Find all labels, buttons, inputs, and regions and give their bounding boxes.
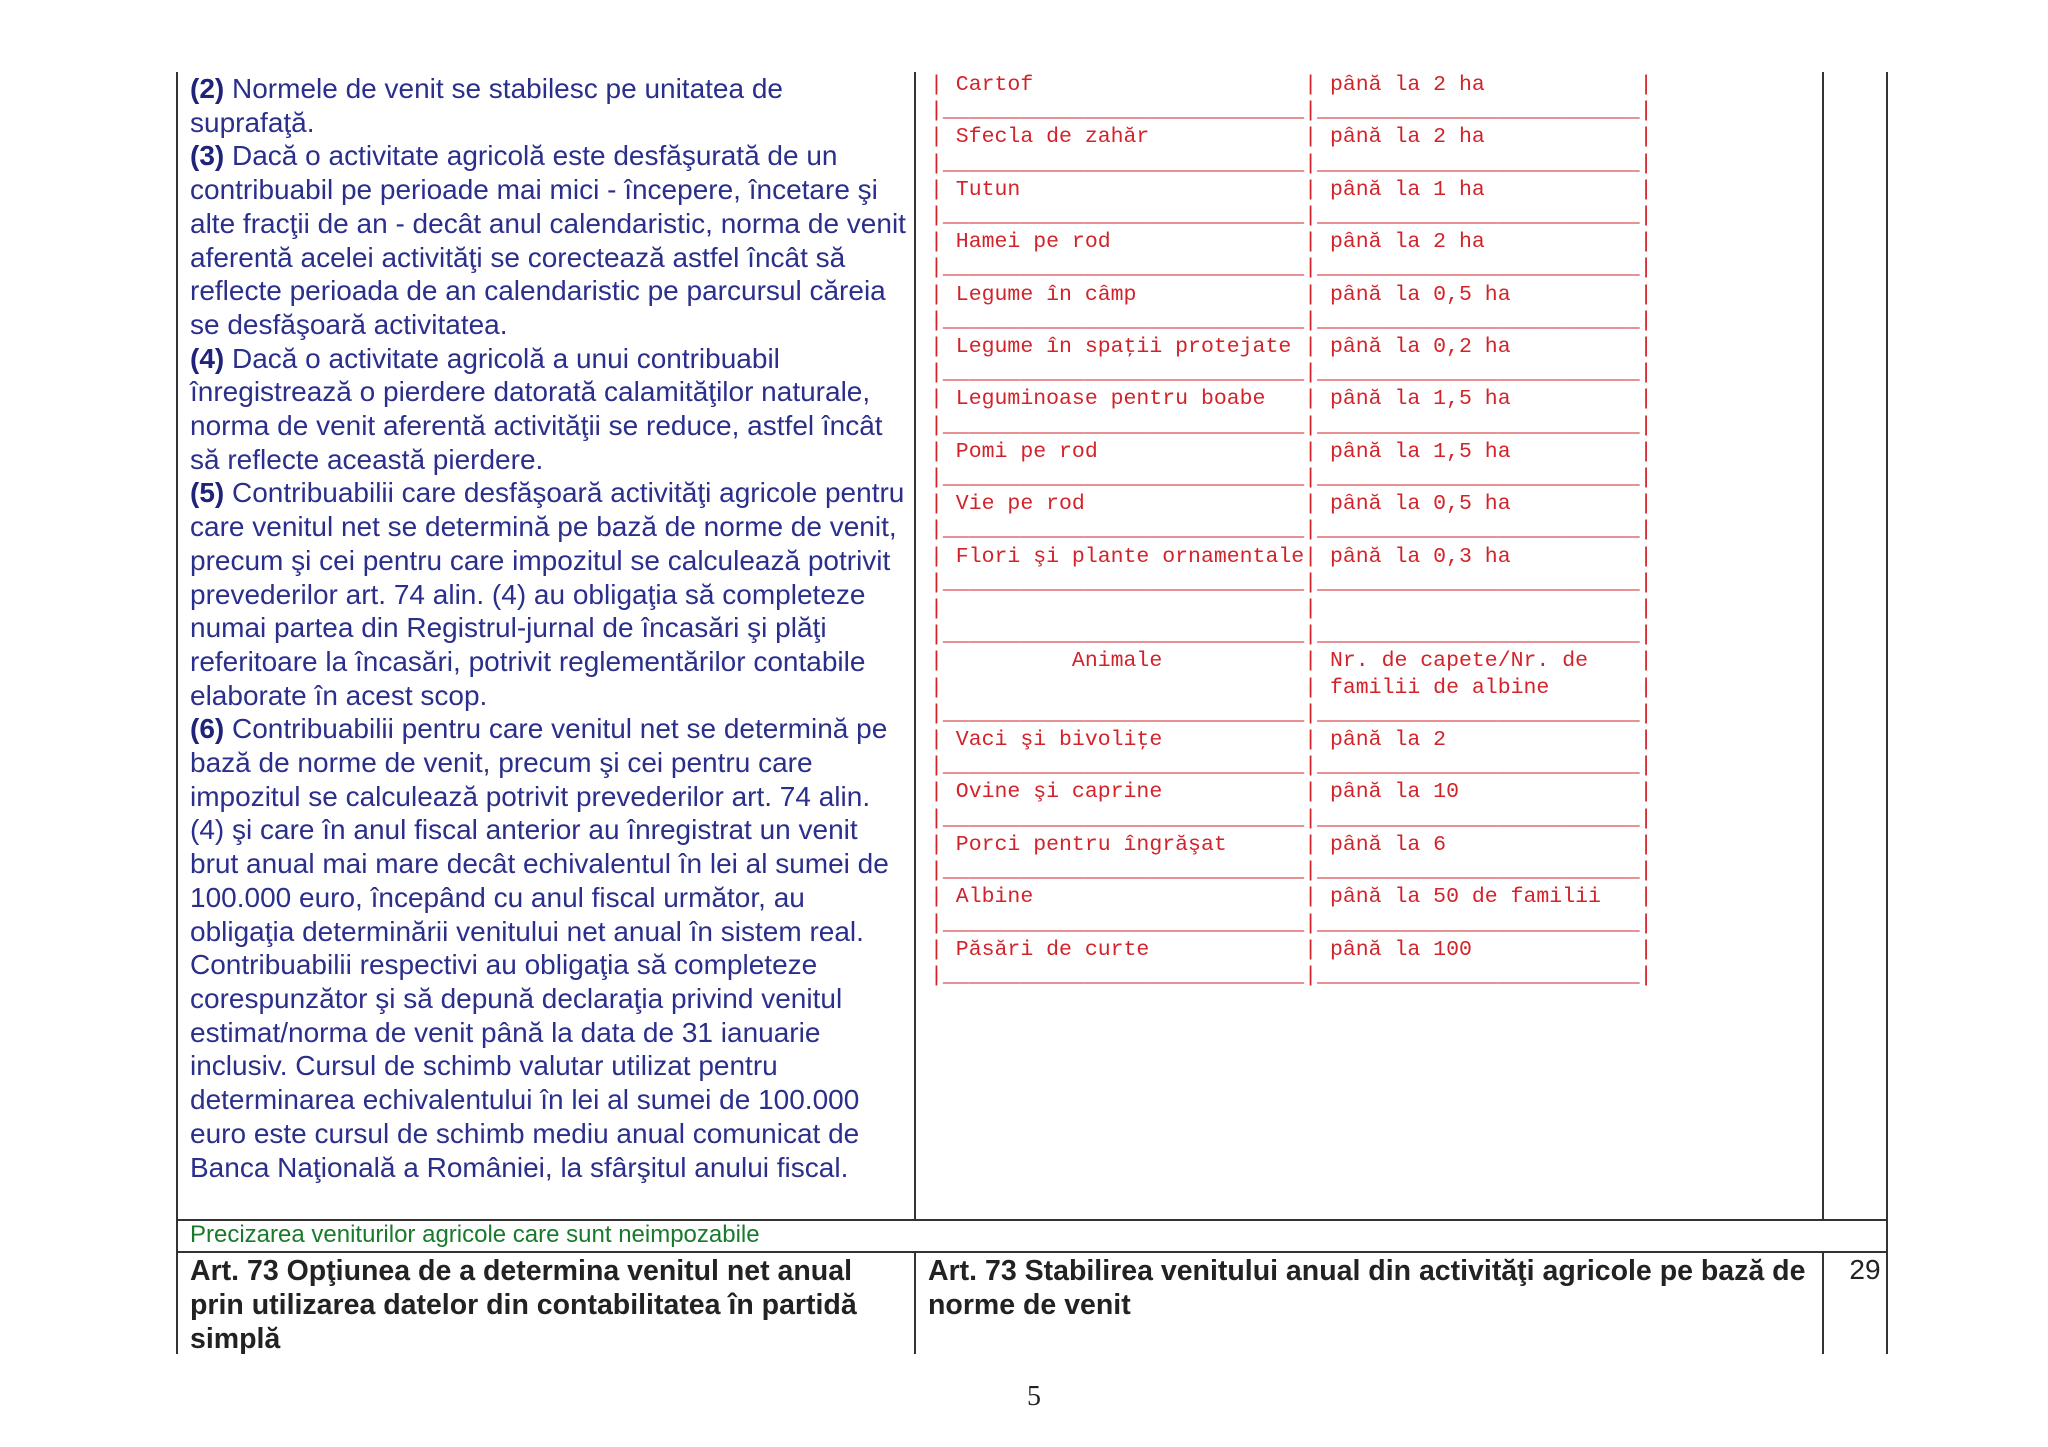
paragraph-number: (4) <box>190 342 225 374</box>
paragraph-number: (3) <box>190 140 225 172</box>
paragraph-number: (5) <box>190 477 225 509</box>
paragraph-4 <box>190 342 908 477</box>
paragraph-text: Dacă o activitate agricolă este desfăşurată de un contribuabil pe perioade mai mici - începere, încetare şi alte fracţii de an - decât anul calendaristic, norma de venit aferentă acelei activităţi se corectează astfel încât să reflecte perioada de an calendaristic pe parcursul căreia se desfăşoară activitatea. <box>190 140 906 340</box>
paragraph-number: (2) <box>190 73 225 104</box>
page-number: 5 <box>1027 1381 1041 1412</box>
paragraph-3 <box>190 139 908 341</box>
column-divider-1 <box>914 72 916 1220</box>
row-divider-bottom <box>176 1251 1888 1253</box>
article-heading-left: Art. 73 Opţiunea de a determina venitul net anual prin utilizarea datelor din contabilitatea în partidă simplă <box>190 1255 857 1355</box>
paragraph-2 <box>190 72 908 139</box>
paragraph-text: Contribuabilii pentru care venitul net se determină pe bază de norme de venit, precum şi cei pentru care impozitul se calculează potrivit prevederilor art. 74 alin. (4) şi care în anul fiscal anterior au înregistrat un venit brut anual mai mare decât echivalentul în lei al sumei de 100.000 euro, începând cu anul fiscal următor, au obligaţia determinării venitului net anual în sistem real. Contribuabilii respectivi au obligaţia să completeze corespunzător şi să depună declaraţia privind venitul estimat/norma de venit până la data de 31 ianuarie inclusiv. Cursul de schimb valutar utilizat pentru determinarea echivalentului în lei al sumei de 100.000 euro este cursul de schimb mediu anual comunicat de Banca Naţională a României, la sfârşitul anului fiscal. <box>190 713 889 1183</box>
column-divider-1-lower <box>914 1252 916 1354</box>
article-number: 29 <box>1849 1254 1881 1285</box>
paragraph-text: Normele de venit se stabilesc pe unitatea de suprafaţă. <box>190 73 784 138</box>
column-divider-2 <box>1822 72 1824 1220</box>
paragraph-number: (6) <box>190 713 225 745</box>
paragraph-5 <box>190 476 908 712</box>
paragraph-6 <box>190 712 908 1184</box>
neimpozabile-note: Precizarea veniturilor agricole care sunt neimpozabile <box>190 1221 760 1248</box>
paragraph-text: Contribuabilii care desfăşoară activităţi agricole pentru care venitul net se determină pe bază de norme de venit, precum şi cei pentru care impozitul se calculează potrivit prevederilor art. 74 alin. (4) au obligaţia să completeze numai partea din Registrul-jurnal de încasări şi plăţi referitoare la încasări, potrivit reglementărilor contabile elaborate în acest scop. <box>190 477 905 711</box>
table-left-border <box>176 72 178 1354</box>
column-divider-2-lower <box>1822 1252 1824 1354</box>
income-norms-ascii-table: | Cartof | până la 2 ha | |____________________________|_________________________| | Sfecla de zahăr | până la 2 ha | |____________________________|_________________________| | Tutun | până la 1 ha | |____________________________|_________________________| | Hamei pe rod | până la 2 ha | |____________________________|_________________________| | Legume în câmp | până la 0,5 ha | |____________________________|_________________________| | Legume în spaţii protejate | până la 0,2 ha | |____________________________|_________________________| | Leguminoase pentru boabe | până la 1,5 ha | |____________________________|_________________________| | Pomi pe rod | până la 1,5 ha | |____________________________|_________________________| | Vie pe rod | până la 0,5 ha | |____________________________|_________________________| | Flori şi plante ornamentale| până la 0,3 ha | |____________________________|_________________________| | | | |____________________________|_________________________| | Animale | Nr. de capete/Nr. de | | | familii de albine | |____________________________|_________________________| | Vaci şi bivoliţe | până la 2 | |____________________________|_________________________| | Ovine şi caprine | până la 10 | |____________________________|_________________________| | Porci pentru îngrăşat | până la 6 | |____________________________|_________________________| | Albine | până la 50 de familii | |____________________________|_________________________| | Păsări de curte | până la 100 | |____________________________|_________________________| <box>930 73 1653 988</box>
law-text-column <box>190 72 908 1184</box>
table-right-border <box>1886 72 1888 1354</box>
paragraph-text: Dacă o activitate agricolă a unui contribuabil înregistrează o pierdere datorată calamităţilor naturale, norma de venit aferentă activităţii se reduce, astfel încât să reflecte această pierdere. <box>190 342 883 475</box>
article-heading-middle: Art. 73 Stabilirea venitului anual din activităţi agricole pe bază de norme de venit <box>928 1255 1806 1321</box>
